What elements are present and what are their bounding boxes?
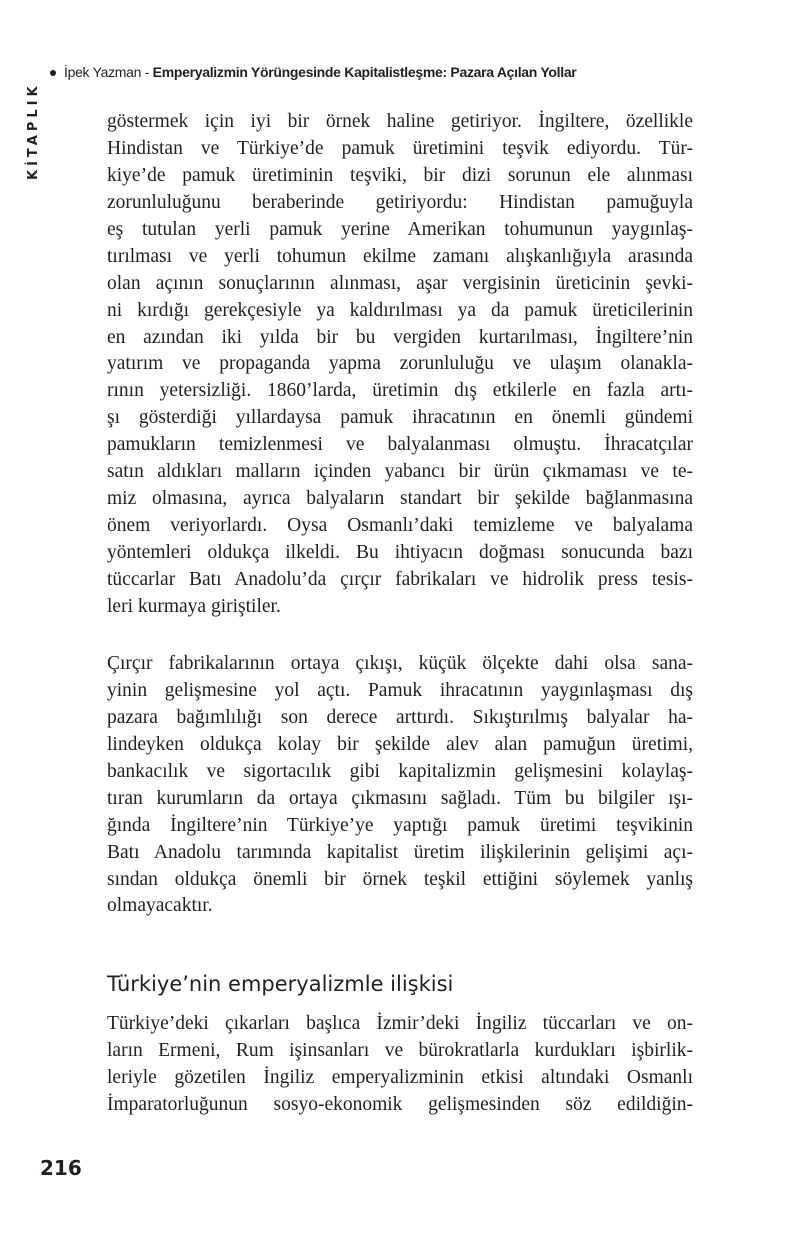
- text-line: yöntemleri oldukça ilkeldi. Bu ihtiyacın doğması sonucunda bazı: [107, 542, 693, 563]
- text-line: ların Ermeni, Rum işinsanları ve bürokratlarla kurdukları işbirlik-: [107, 1039, 693, 1061]
- bullet-icon: [50, 70, 56, 76]
- text-line: tıran kurumların da ortaya çıkmasını sağladı. Tüm bu bilgiler ışı-: [107, 787, 693, 809]
- page-number: 216: [40, 1156, 82, 1180]
- text-line: miz olmasına, ayrıca balyaların standart bir şekilde bağlanmasına: [107, 488, 693, 510]
- text-line: kiye’de pamuk üretiminin teşviki, bir dizi sorunun ele alınması: [107, 164, 693, 186]
- section-heading: Türkiye’nin emperyalizmle ilişkisi: [107, 972, 454, 996]
- text-line: İmparatorluğunun sosyo-ekonomik gelişmesinden söz edildiğin-: [107, 1093, 693, 1115]
- header-title: Emperyalizmin Yörüngesinde Kapitalistleşme: Pazara Açılan Yollar: [152, 64, 577, 80]
- text-line: olmayacaktır.: [107, 895, 213, 917]
- text-line: pamukların temizlenmesi ve balyalanması olmuştu. İhracatçılar: [107, 434, 693, 456]
- text-line: şı gösterdiği yıllardaysa pamuk ihracatının en önemli gündemi: [107, 407, 693, 429]
- running-header: [50, 64, 576, 80]
- text-line: Batı Anadolu tarımında kapitalist üretim ilişkilerinin gelişimi açı-: [107, 841, 693, 863]
- text-line: önem veriyorlardı. Oysa Osmanlı’daki temizleme ve balyalama: [107, 515, 693, 537]
- text-line: eş tutulan yerli pamuk yerine Amerikan tohumunun yaygınlaş-: [107, 218, 693, 240]
- text-line: ğında İngiltere’nin Türkiye’ye yaptığı pamuk üretimi teşvikinin: [107, 814, 693, 836]
- text-line: yinin gelişmesine yol açtı. Pamuk ihracatının yaygınlaşması dış: [107, 679, 693, 701]
- text-line: Türkiye’deki çıkarları başlıca İzmir’deki İngiliz tüccarları ve on-: [107, 1013, 693, 1034]
- side-label: KİTAPLIK: [26, 82, 41, 180]
- text-line: zorunluluğunu beraberinde getiriyordu: Hindistan pamuğuyla: [107, 191, 693, 213]
- text-line: sından oldukça önemli bir örnek teşkil ettiğini söylemek yanlış: [107, 868, 693, 890]
- text-line: olan açının sonuçlarının alınması, aşar vergisinin üreticinin şevki-: [107, 272, 693, 294]
- text-line: satın aldıkları malların içinden yabancı bir ürün çıkmaması ve te-: [107, 461, 693, 483]
- text-line: yatırım ve propaganda yapma zorunluluğu ve ulaşım olanakla-: [107, 353, 693, 375]
- text-line: tırılması ve yerli tohumun ekilme zamanı alışkanlığıyla arasında: [107, 245, 693, 267]
- text-line: leri kurmaya giriştiler.: [107, 595, 281, 617]
- text-line: lindeyken oldukça kolay bir şekilde alev alan pamuğun üretimi,: [107, 733, 693, 755]
- text-line: ni kırdığı gerekçesiyle ya kaldırılması ya da pamuk üreticilerinin: [107, 299, 693, 321]
- header-author: İpek Yazman -: [64, 64, 150, 80]
- text-line: Hindistan ve Türkiye’de pamuk üretimini teşvik ediyordu. Tür-: [107, 137, 693, 159]
- text-line: rının yetersizliği. 1860’larda, üretimin dış etkilerle en fazla artı-: [107, 380, 693, 402]
- text-line: en azından iki yılda bir bu vergiden kurtarılması, İngiltere’nin: [107, 326, 693, 348]
- text-line: bankacılık ve sigortacılık gibi kapitalizmin gelişmesini kolaylaş-: [107, 760, 693, 782]
- text-line: leriyle gözetilen İngiliz emperyalizminin etkisi altındaki Osmanlı: [107, 1066, 693, 1088]
- text-line: göstermek için iyi bir örnek haline getiriyor. İngiltere, özellikle: [107, 111, 693, 132]
- text-line: Çırçır fabrikalarının ortaya çıkışı, küçük ölçekte dahi olsa sana-: [107, 653, 693, 674]
- paragraph-1: [107, 109, 693, 621]
- text-line: tüccarlar Batı Anadolu’da çırçır fabrikaları ve hidrolik press tesis-: [107, 568, 693, 590]
- text-line: pazara bağımlılığı son derece arttırdı. Sıkıştırılmış balyalar ha-: [107, 706, 693, 728]
- paragraph-3: [107, 1011, 693, 1119]
- paragraph-2: [107, 651, 693, 920]
